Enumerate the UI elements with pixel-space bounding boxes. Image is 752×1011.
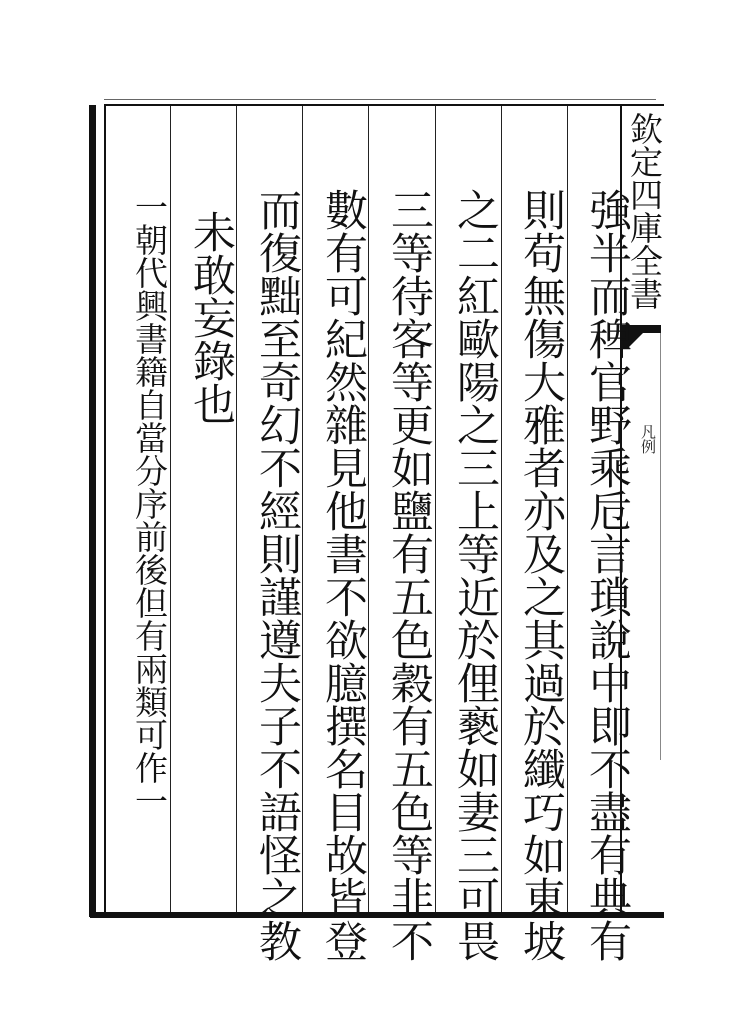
column-rule (302, 106, 303, 912)
column-rule (170, 106, 171, 912)
text-column-8: 一朝代興書籍自當分序前後但有兩類可作一 (130, 190, 169, 817)
frame-top-faint-line (104, 99, 656, 100)
book-title: 欽定四庫全書 (625, 112, 664, 310)
column-rule (501, 106, 502, 912)
text-column-2: 則苟無傷大雅者亦及之其過於纖巧如東坡 (516, 188, 566, 962)
frame-left-border (89, 105, 96, 917)
frame-top-line (104, 104, 664, 106)
column-rule (567, 106, 568, 912)
frame-left-inner-line (104, 105, 106, 912)
text-column-1: 強半而稗官野乘卮言瑣說中即不盡有典有 (582, 188, 632, 962)
column-rule (435, 106, 436, 912)
page-right-edge-line (660, 330, 661, 760)
text-column-3: 之二紅歐陽之三上等近於俚褻如妻三可畏 (450, 188, 500, 962)
text-column-6: 而復黜至奇幻不經則謹遵夫子不語怪之教 (252, 188, 302, 962)
column-rule (236, 106, 237, 912)
section-label: 凡例 (639, 424, 657, 454)
column-rule (368, 106, 369, 912)
text-column-7: 未敢妄錄也 (186, 210, 236, 425)
text-column-5: 數有可紀然雜見他書不欲臆撰名目故皆登 (318, 188, 368, 962)
text-column-4: 三等待客等更如鹽有五色穀有五色等非不 (384, 188, 434, 962)
